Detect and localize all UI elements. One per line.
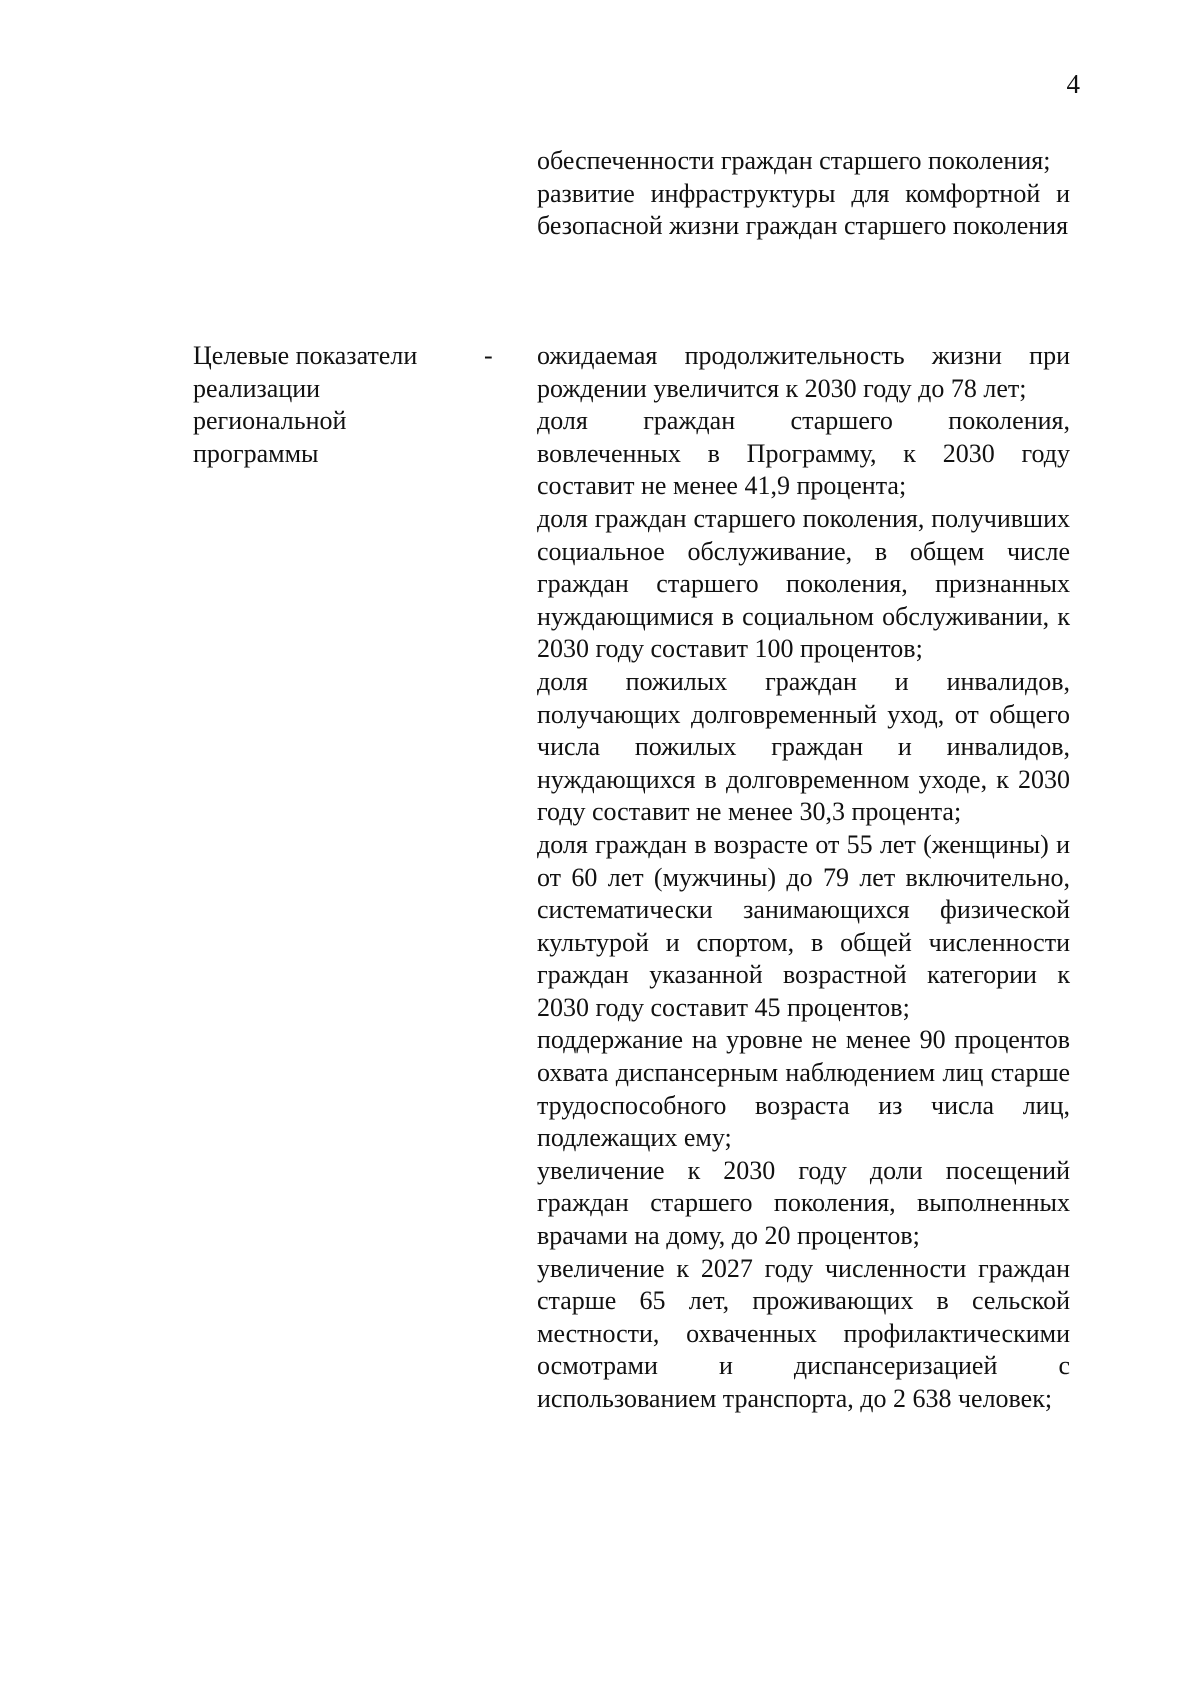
- indicator-item: доля пожилых граждан и инвалидов, получающих долговременный уход, от общего числа пожилых граждан и инвалидов, нуждающихся в долговременном уходе, к 2030 году составит не менее 30,3 процента;: [537, 666, 1070, 827]
- indicator-item: увеличение к 2030 году доли посещений граждан старшего поколения, выполненных врачами на дому, до 20 процентов;: [537, 1155, 1070, 1251]
- indicators-label-line: программы: [193, 438, 319, 468]
- indicator-item: ожидаемая продолжительность жизни при рождении увеличится к 2030 году до 78 лет;: [537, 341, 1070, 403]
- indicators-label-line: региональной: [193, 406, 347, 436]
- indicators-label: [193, 340, 463, 470]
- page-number: 4: [1066, 69, 1080, 99]
- indicator-item: увеличение к 2027 году численности граждан старше 65 лет, проживающих в сельской местности, охваченных профилактическими осмотрами и диспансеризацией с использованием транспорта, до 2 638 человек;: [537, 1253, 1070, 1413]
- indicators-list: [537, 340, 1070, 1416]
- indicator-item: поддержание на уровне не менее 90 процентов охвата диспансерным наблюдением лиц старше трудоспособного возраста из числа лиц, подлежащих ему;: [537, 1025, 1070, 1153]
- indicator-item: доля граждан в возрасте от 55 лет (женщины) и от 60 лет (мужчины) до 79 лет включительно, систематически занимающихся физической культурой и спортом, в общей численности граждан указанной возрастной категории к 2030 году составит 45 процентов;: [537, 829, 1070, 1022]
- goals-continuation: [537, 145, 1070, 243]
- indicators-label-line: Целевые показатели: [193, 341, 418, 370]
- indicator-item: доля граждан старшего поколения, получивших социальное обслуживание, в общем числе граждан старшего поколения, признанных нуждающимися в социальном обслуживании, к 2030 году составит 100 процентов;: [537, 503, 1070, 664]
- goal-item: обеспеченности граждан старшего поколения;: [537, 146, 1051, 175]
- goal-item: развитие инфраструктуры для комфортной и безопасной жизни граждан старшего поколения: [537, 178, 1070, 241]
- indicators-label-line: реализации: [193, 373, 321, 403]
- indicator-item: доля граждан старшего поколения, вовлеченных в Программу, к 2030 году составит не менее 41,9 процента;: [537, 406, 1070, 501]
- separator-dash: -: [484, 341, 493, 370]
